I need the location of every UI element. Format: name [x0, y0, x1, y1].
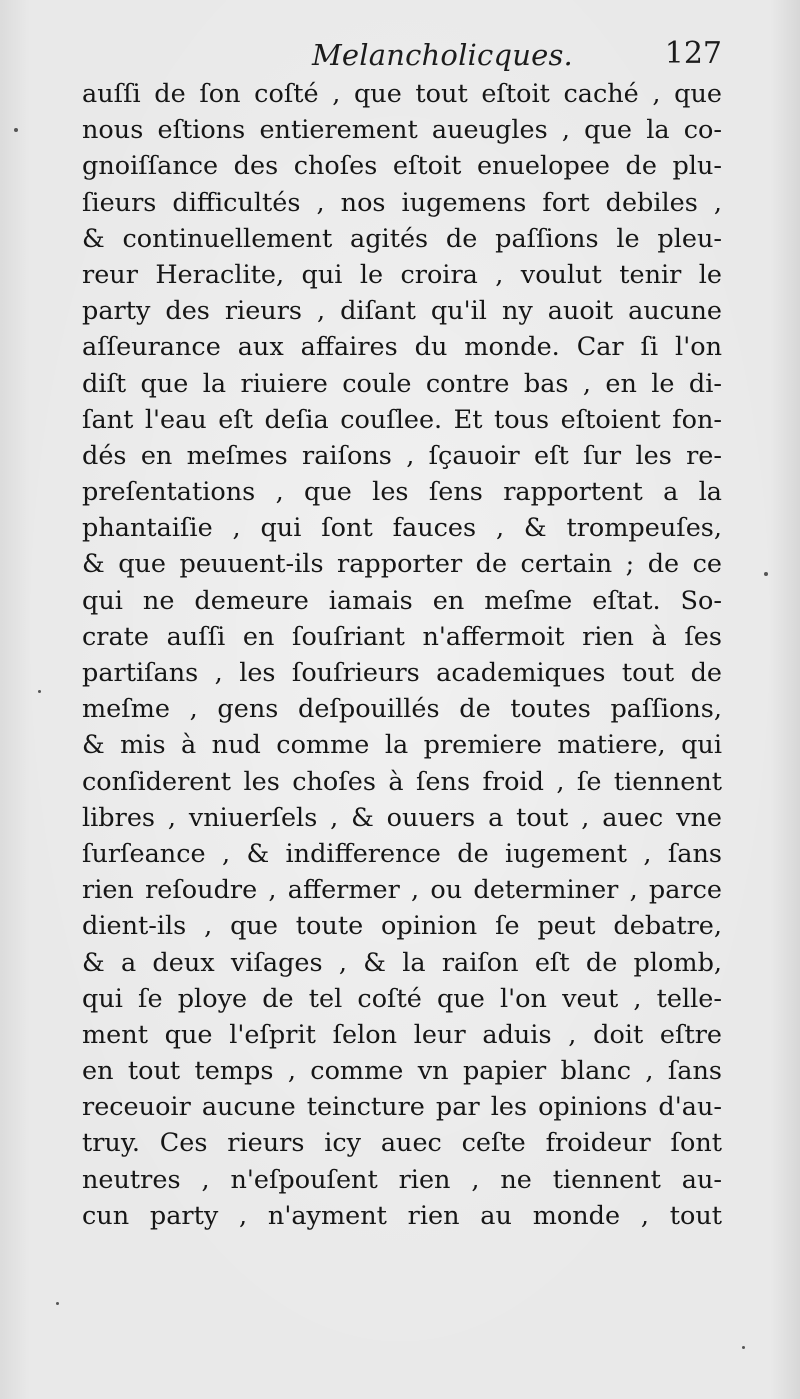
- running-head: Melancholicques.: [312, 38, 573, 72]
- text-line: auſſi de ſon coſté , que tout eſtoit caché , que: [82, 79, 722, 109]
- paper-speck: [14, 128, 18, 132]
- text-line: & continuellement agités de paſſions le pleu-: [82, 223, 722, 254]
- text-line: libres , vniuerſels , & ouuers a tout , auec vne: [82, 802, 722, 833]
- text-line: meſme , gens deſpouillés de toutes paſſions,: [82, 694, 722, 725]
- text-line: truy. Ces rieurs icy auec ceſte froideur ſont: [82, 1128, 722, 1159]
- paper-speck: [38, 690, 41, 693]
- text-line: ment que l'eſprit ſelon leur aduis , doit eſtre: [82, 1019, 722, 1050]
- text-line: qui ſe ploye de tel coſté que l'on veut , telle-: [82, 983, 722, 1014]
- text-line: neutres , n'eſpouſent rien , ne tiennent au-: [82, 1164, 722, 1195]
- text-line: rien reſoudre , affermer , ou determiner , parce: [82, 875, 722, 906]
- body-text: [82, 76, 722, 1234]
- page-number: 127: [664, 36, 722, 71]
- text-line: & que peuuent-ils rapporter de certain ; de ce: [82, 549, 722, 580]
- text-line: receuoir aucune teincture par les opinions d'au-: [82, 1092, 722, 1123]
- text-line: preſentations , que les ſens rapportent a la: [82, 477, 722, 508]
- text-line: partiſans , les ſouſrieurs academiques tout de: [82, 658, 722, 688]
- text-line: diſt que la riuiere coule contre bas , en le di-: [82, 368, 722, 399]
- text-line: nous eſtions entierement aueugles , que la co-: [82, 115, 722, 146]
- text-line: reur Heraclite, qui le croira , voulut tenir le: [82, 259, 722, 290]
- text-line: cun party , n'ayment rien au monde , tout: [82, 1200, 722, 1231]
- paper-speck: [742, 1346, 745, 1349]
- text-line: party des rieurs , diſant qu'il ny auoit aucune: [82, 296, 722, 327]
- text-line: phantaiſie , qui ſont fauces , & trompeuſes,: [82, 513, 722, 544]
- text-line: & a deux viſages , & la raiſon eſt de plomb,: [82, 947, 722, 978]
- text-line: ſant l'eau eſt deſia couſlee. Et tous eſtoient fon-: [82, 404, 722, 435]
- text-line: ſurſeance , & indifference de iugement , ſans: [82, 838, 722, 869]
- text-line: gnoiſſance des choſes eſtoit enuelopee de plu-: [82, 151, 722, 182]
- page-header: [82, 30, 722, 78]
- text-line: aſſeurance aux affaires du monde. Car ſi l'on: [82, 332, 722, 363]
- paper-speck: [764, 572, 768, 576]
- text-line: dient-ils , que toute opinion ſe peut debatre,: [82, 911, 722, 942]
- text-line: ſieurs difficultés , nos iugemens fort debiles ,: [82, 187, 722, 218]
- text-line: & mis à nud comme la premiere matiere, qui: [82, 730, 722, 761]
- text-line: crate auſſi en ſouſriant n'affermoit rien à ſes: [82, 621, 722, 652]
- text-line: en tout temps , comme vn papier blanc , ſans: [82, 1056, 722, 1087]
- paper-speck: [56, 1302, 59, 1305]
- text-line: qui ne demeure iamais en meſme eſtat. So-: [82, 585, 722, 616]
- text-line: conſiderent les choſes à ſens froid , ſe tiennent: [82, 766, 722, 797]
- text-line: dés en meſmes raiſons , ſçauoir eſt ſur les re-: [82, 440, 722, 471]
